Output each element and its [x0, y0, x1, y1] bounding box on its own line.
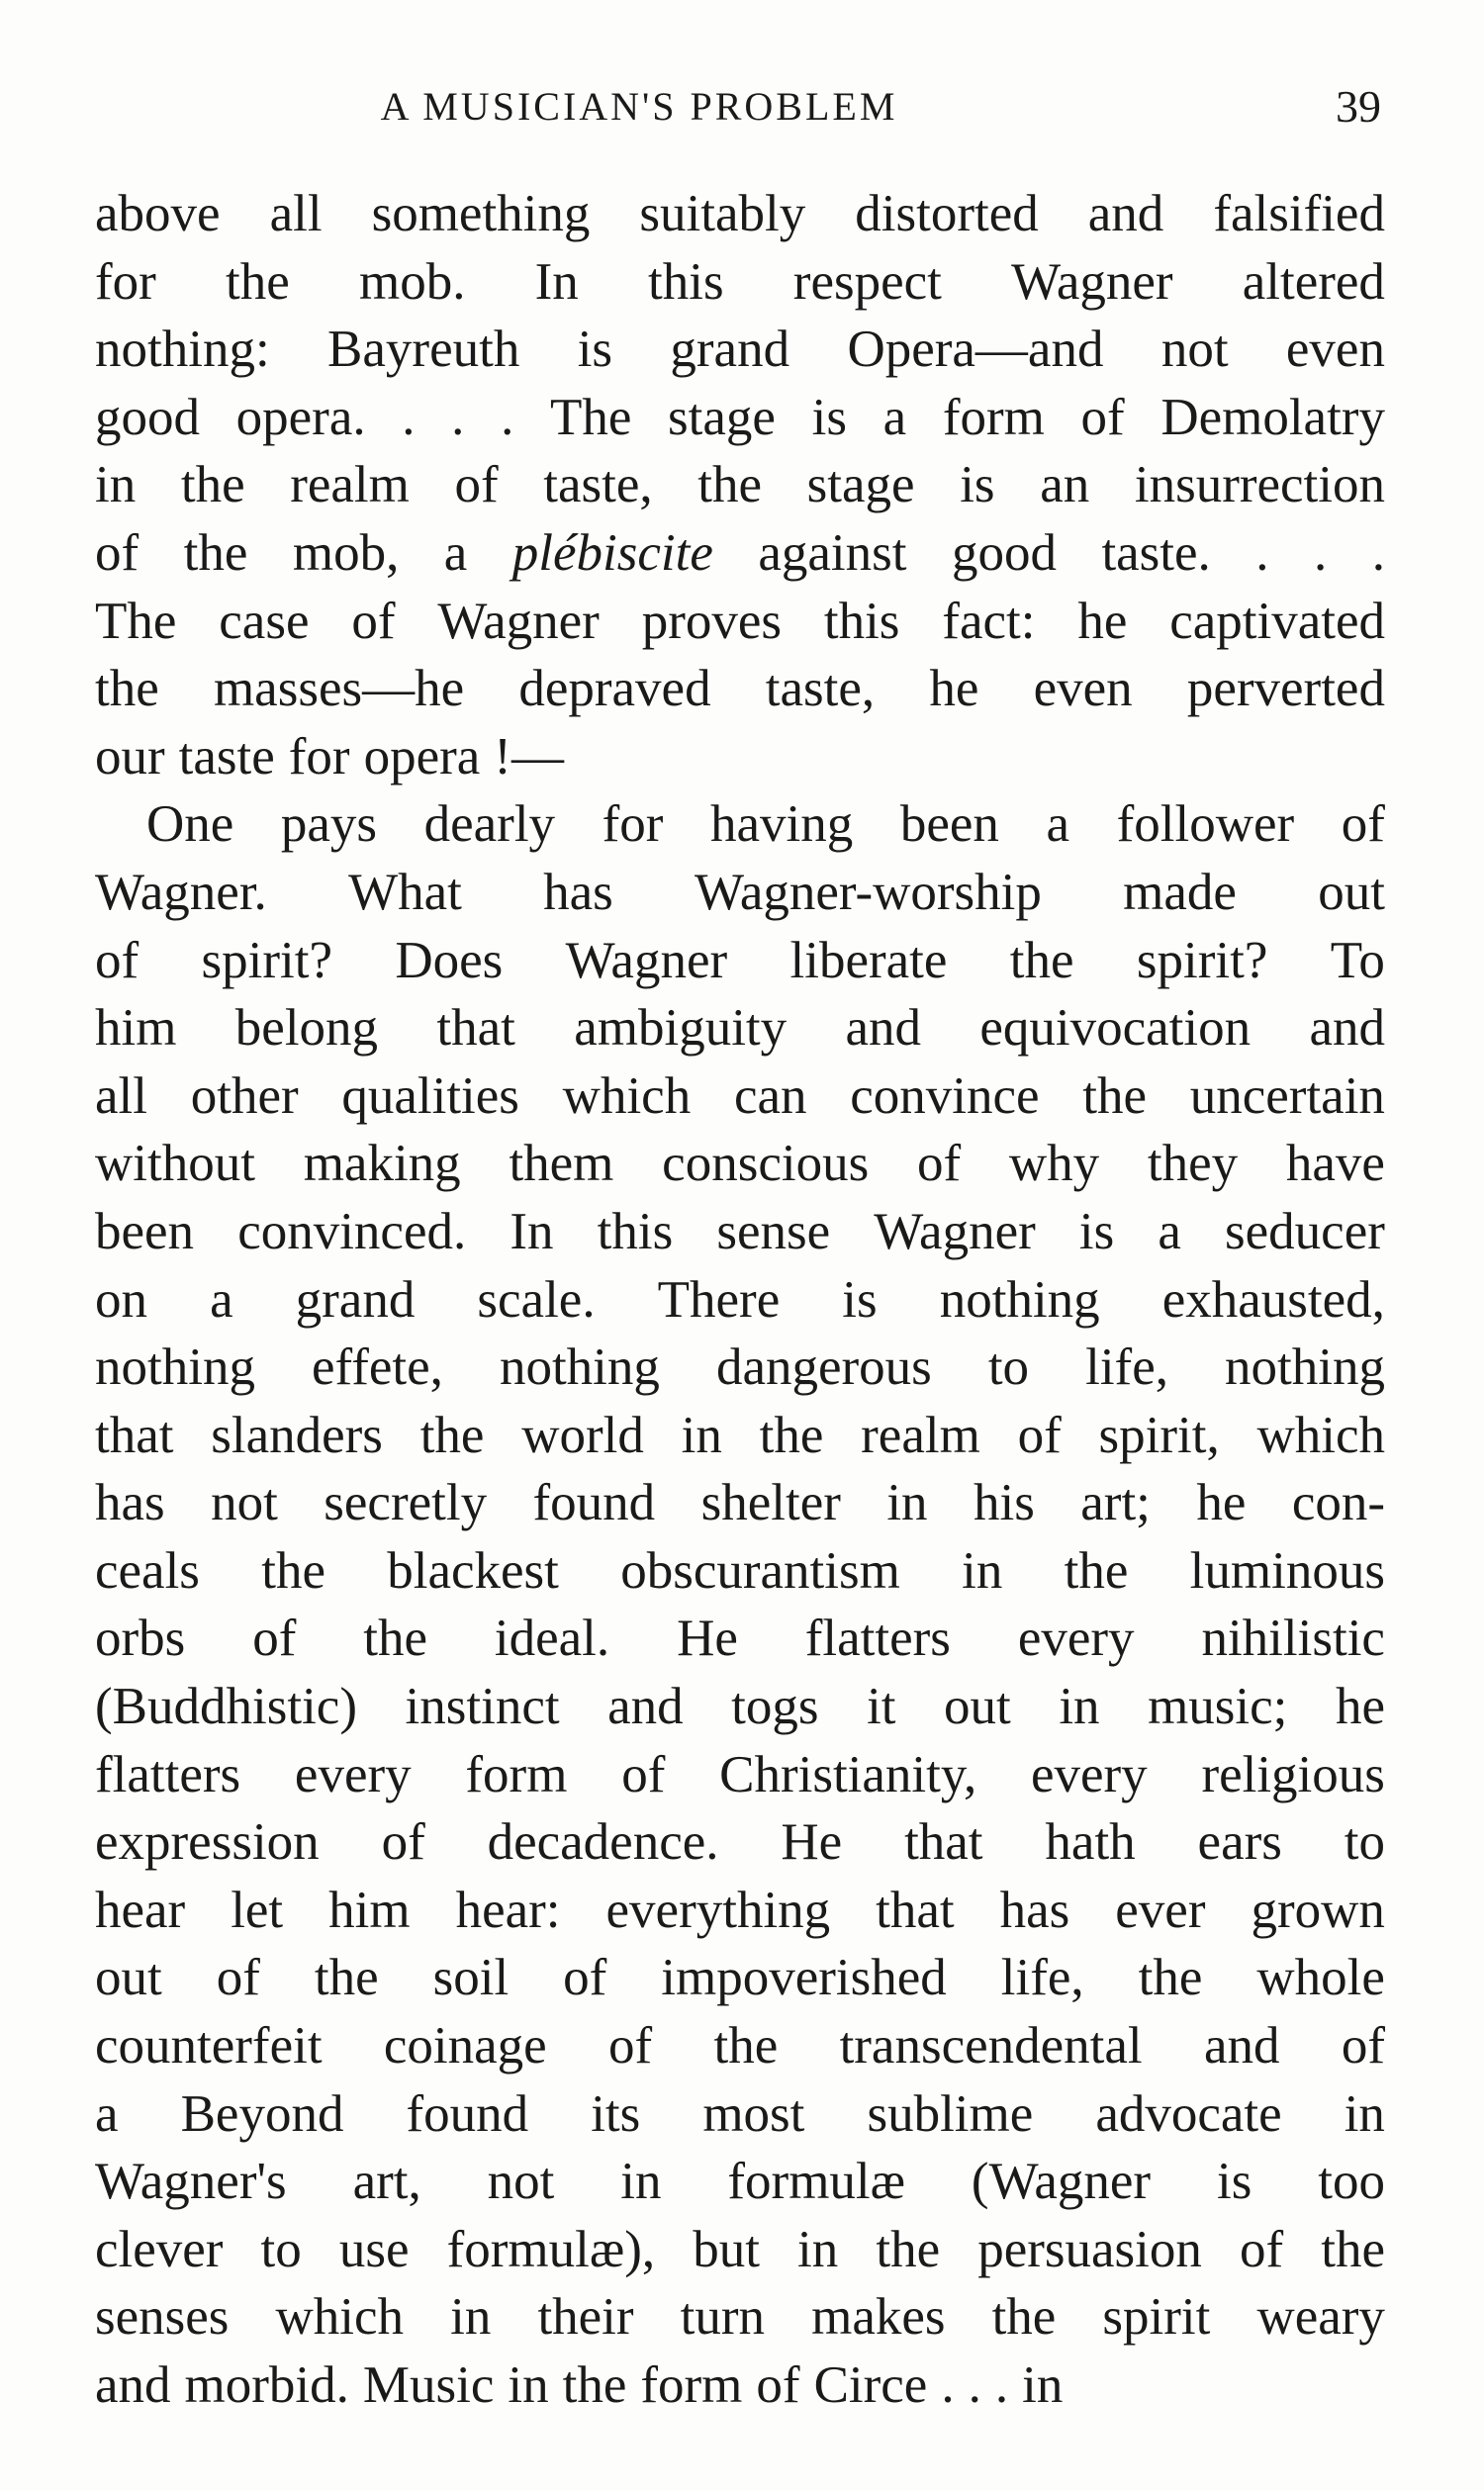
text-line: The case of Wagner proves this fact: he captivated [95, 592, 1385, 650]
text-line: ceals the blackest obscurantism in the luminous [95, 1541, 1385, 1600]
text-line: nothing effete, nothing dangerous to life, nothing [95, 1338, 1385, 1397]
text-line: out of the soil of impoverished life, the whole [95, 1949, 1385, 2007]
text-line: of spirit? Does Wagner liberate the spirit? To [95, 931, 1385, 989]
text-line: Wagner. What has Wagner-worship made out [95, 863, 1385, 921]
text-line: hear let him hear: everything that has ever grown [95, 1881, 1385, 1939]
text-line: him belong that ambiguity and equivocation and [95, 999, 1385, 1058]
text-line: has not secretly found shelter in his art; he con- [95, 1474, 1385, 1532]
body-text [95, 180, 1385, 2420]
text-line: our taste for opera !— [95, 727, 564, 785]
text-line: the masses—he depraved taste, he even perverted [95, 660, 1385, 718]
text-line: on a grand scale. There is nothing exhausted, [95, 1270, 1385, 1329]
text-line: of the mob, a plébiscite against good taste. . . . [95, 523, 1385, 582]
text-line: nothing: Bayreuth is grand Opera—and not even [95, 321, 1385, 379]
paragraph [95, 790, 1385, 2419]
text-line: orbs of the ideal. He flatters every nihilistic [95, 1610, 1385, 1668]
text-line: all other qualities which can convince the uncertain [95, 1066, 1385, 1125]
text-line: without making them conscious of why they have [95, 1135, 1385, 1193]
text-line: in the realm of taste, the stage is an insurrection [95, 456, 1385, 514]
page-number: 39 [1336, 81, 1381, 132]
text-line: counterfeit coinage of the transcendental and of [95, 2017, 1385, 2076]
text-line: been convinced. In this sense Wagner is a seducer [95, 1202, 1385, 1260]
text-line: One pays dearly for having been a follower of [146, 795, 1385, 854]
text-line: good opera. . . . The stage is a form of Demolatry [95, 388, 1385, 446]
running-head [95, 77, 1381, 137]
text-line: for the mob. In this respect Wagner altered [95, 252, 1385, 311]
text-line: that slanders the world in the realm of spirit, which [95, 1406, 1385, 1464]
text-line: senses which in their turn makes the spirit weary [95, 2288, 1385, 2347]
text-line: expression of decadence. He that hath ears to [95, 1813, 1385, 1872]
text-line: Wagner's art, not in formulæ (Wagner is too [95, 2153, 1385, 2211]
paragraph [95, 180, 1385, 790]
text-line: a Beyond found its most sublime advocate in [95, 2084, 1385, 2143]
text-line: flatters every form of Christianity, every religious [95, 1745, 1385, 1803]
text-line: (Buddhistic) instinct and togs it out in music; he [95, 1678, 1385, 1736]
text-line: clever to use formulæ), but in the persuasion of the [95, 2220, 1385, 2278]
text-line: and morbid. Music in the form of Circe . . . in [95, 2356, 1064, 2414]
running-title: A MUSICIAN'S PROBLEM [380, 84, 898, 129]
text-line: above all something suitably distorted and falsified [95, 185, 1385, 242]
